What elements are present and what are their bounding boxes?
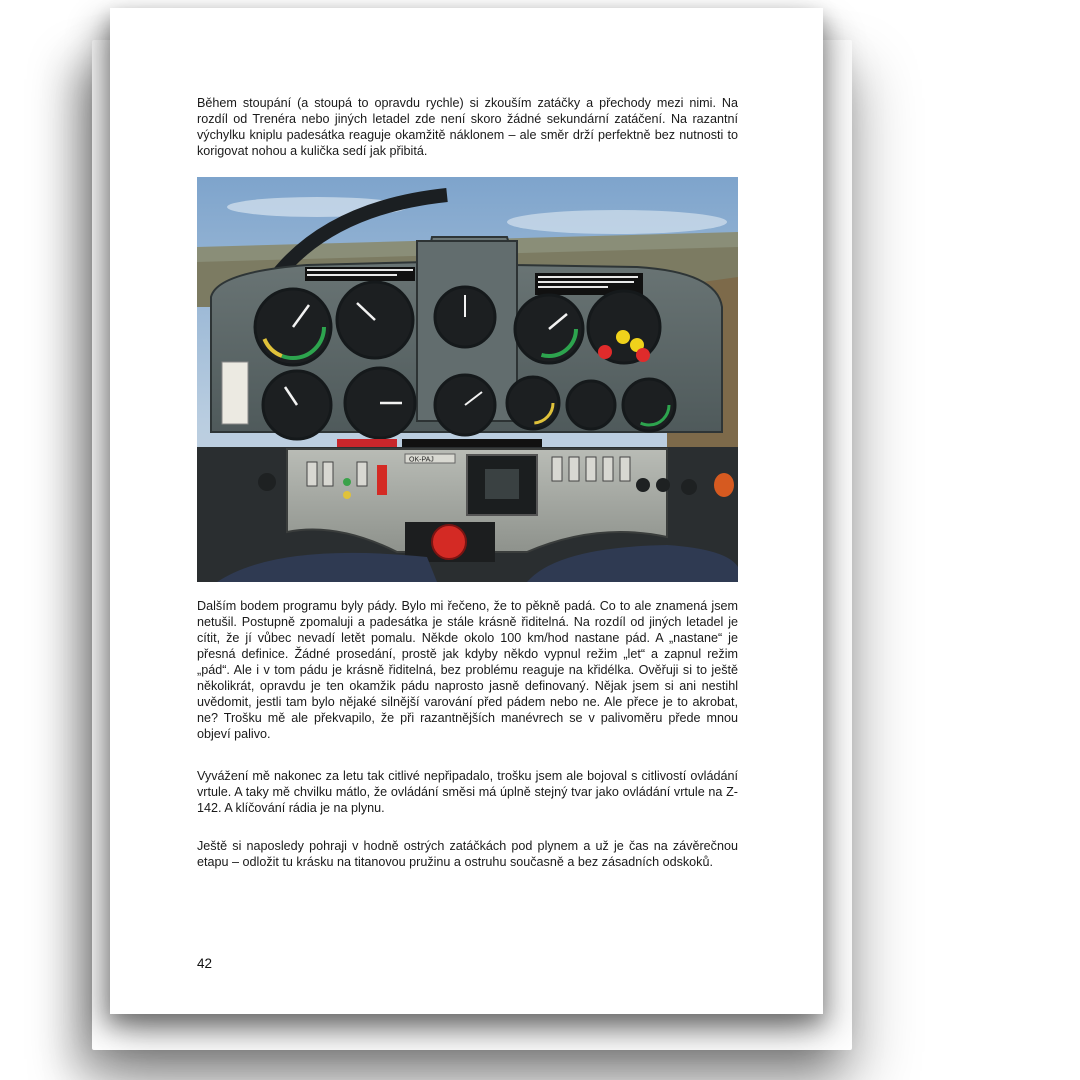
paragraph-4: Ještě si naposledy pohraji v hodně ostrých zatáčkách pod plynem a už je čas na závěrečnou etapu – odložit tu krásku na titanovou pružinu a ostruhu současně a bez zásadních odskoků. <box>197 839 738 869</box>
cockpit-photo <box>197 177 738 582</box>
paragraph-2: Dalším bodem programu byly pády. Bylo mi řečeno, že to pěkně padá. Co to ale znamená jsem netušil. Postupně zpomaluji a padesátka je stále krásně řiditelná. Na rozdíl od jiných letadel je cítit, že jí vůbec nevadí letět pomalu. Někde okolo 100 km/hod nastane pád. A „nastane“ je přesná definice. Žádné prosedání, prostě jak kdyby někdo vypnul režim „let“ a zapnul režim „pád“. Ale i v tom pádu je krásně řiditelná, bez problému reaguje na křidélka. Ověřuji si to ještě několikrát, opravdu je ten okamžik pádu naprosto jasně definovaný. Nějak jsem si ani nestihl uvědomit, jestli tam bylo nějaké silnější varování před pádem nebo ne. Ale přece je to akrobat, ne? Trošku mě ale překvapilo, že při razantnějších manévrech se v palivoměru přede mnou objeví palivo. <box>197 599 738 741</box>
paragraph-3: Vyvážení mě nakonec za letu tak citlivé nepřipadalo, trošku jsem ale bojoval s citlivostí ovládání vrtule. A taky mě chvilku mátlo, že ovládání směsi má úplně stejný tvar jako ovládání vrtule na Z-142. A klíčování rádia je na plynu. <box>197 769 738 815</box>
registration-label: OK-PAJ <box>409 456 434 464</box>
page-number: 42 <box>197 956 213 971</box>
paragraph-1: Během stoupání (a stoupá to opravdu rychle) si zkouším zatáčky a přechody mezi nimi. Na rozdíl od Trenéra nebo jiných letadel zde není skoro žádné sekundární zatáčení. Na razantní výchylku kniplu padesátka reaguje okamžitě náklonem – ale směr drží perfektně bez nutnosti to korigovat nohou a kulička sedí jak přibitá. <box>197 96 738 158</box>
book-page <box>110 8 823 1014</box>
